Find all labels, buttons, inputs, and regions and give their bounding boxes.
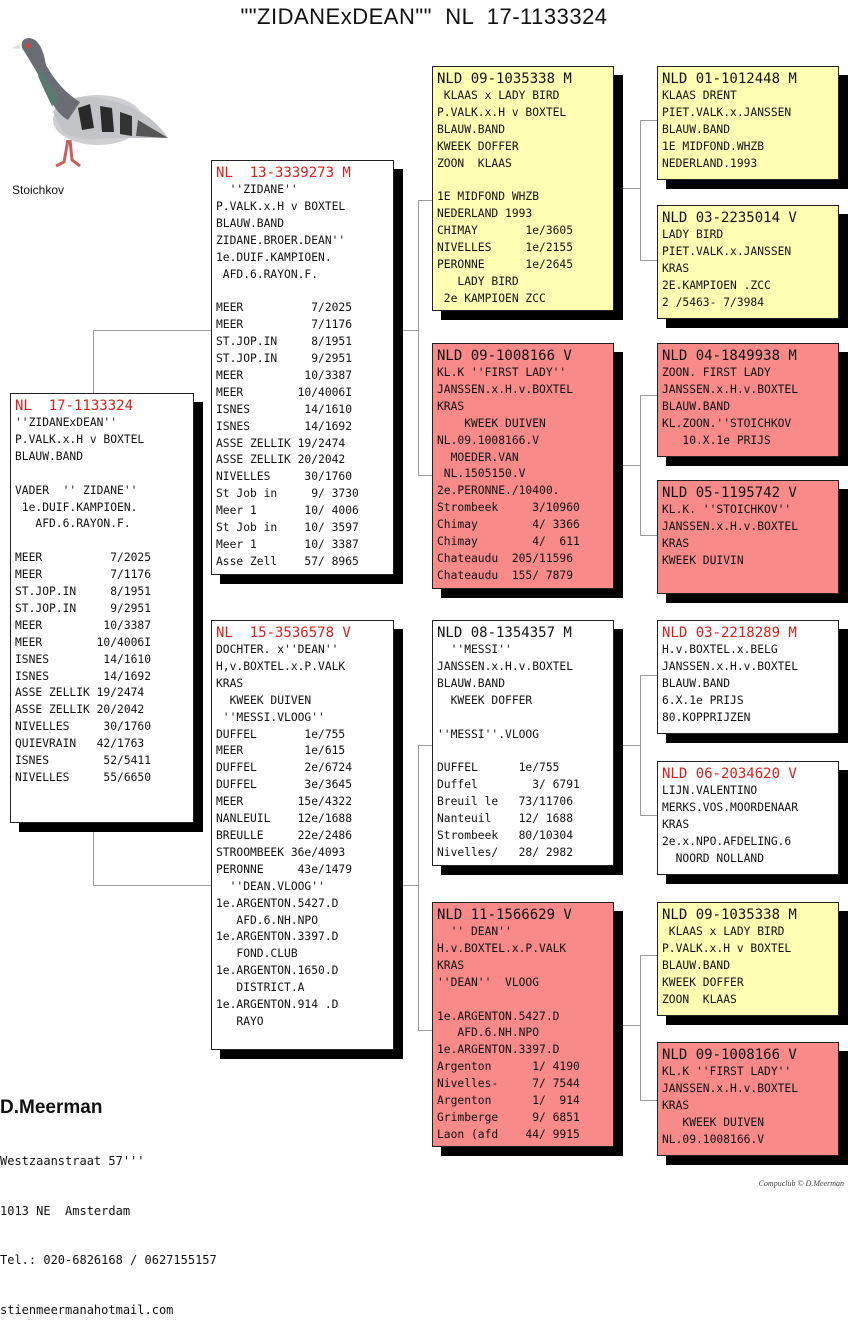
card-line: NIVELLES 30/1760 [216, 470, 353, 484]
card-line: Chimay 4/ 3366 [437, 518, 580, 532]
card-line: Chateaudu 155/ 7879 [437, 568, 574, 582]
card-line: KL.K ''FIRST LADY'' [437, 366, 567, 379]
ring-number: NL 17-1133324 [15, 398, 134, 414]
card-line: JANSSEN.x.H.v.BOXTEL [662, 1081, 799, 1095]
ring-number: NL 15-3536578 V [216, 625, 351, 641]
card-line: 1e.DUIF.KAMPIOEN. [216, 250, 332, 264]
card-line: BLAUW.BAND [662, 122, 731, 136]
card-line [15, 466, 189, 483]
card-line: BREULLE 22e/2486 [216, 828, 353, 842]
ring-number: NLD 09-1035338 M [662, 907, 797, 923]
card-line: KL.K. ''STOICHKOV'' [662, 503, 792, 516]
ring-number: NLD 06-2034620 V [662, 766, 797, 782]
connector-line [640, 675, 641, 815]
card-line: Chateaudu 205/11596 [437, 551, 574, 565]
card-line: KWEEK DOFFER [437, 139, 519, 153]
ring-number: NLD 05-1195742 V [662, 485, 797, 501]
card-line: ''ZIDANExDEAN'' [15, 416, 118, 429]
card-line: ''ZIDANE'' [216, 183, 298, 196]
card-line: MEER 10/4006I [216, 385, 353, 399]
card-line: Grimberge 9/ 6851 [437, 1110, 580, 1124]
card-line: NL.09.1008166.V [662, 1132, 765, 1146]
ring-number: NLD 04-1849938 M [662, 348, 797, 364]
card-line: KWEEK DOFFER [662, 975, 744, 989]
card-line: BLAUW.BAND [437, 676, 506, 690]
card-line: BLAUW.BAND [662, 676, 731, 690]
card-line: 2 /5463- 7/3984 [662, 295, 765, 309]
card-line: Strombeek 80/10304 [437, 828, 574, 842]
card-line: NOORD NOLLAND [662, 851, 765, 865]
ring-number: NLD 11-1566629 V [437, 907, 572, 923]
owner-email: stienmeermanahotmail.com [0, 1302, 174, 1317]
card-line: KL.K ''FIRST LADY'' [662, 1065, 792, 1078]
pigeon-photo [8, 20, 173, 170]
card-line: NIVELLES 55/6650 [15, 771, 152, 784]
card-line: ST.JOP.IN 8/1951 [15, 585, 152, 599]
credit: Compuclub © D.Meerman [758, 1179, 844, 1188]
card-line: NEDERLAND 1993 [437, 207, 533, 221]
owner-name: D.Meerman [0, 1097, 103, 1118]
card-line: KRAS [662, 536, 690, 550]
card-line: LADY BIRD [662, 228, 724, 241]
card-line: KRAS [216, 676, 244, 690]
card-line: KRAS [662, 1098, 690, 1112]
card-line: DISTRICT.A [216, 981, 305, 995]
card-line: KWEEK DUIVEN [216, 693, 312, 707]
card-line: 2E.KAMPIOEN .ZCC [662, 278, 771, 292]
card-line: NIVELLES 30/1760 [15, 720, 152, 734]
card-line: 1e.ARGENTON.5427.D [437, 1009, 560, 1023]
card-line: ISNES 14/1692 [216, 419, 353, 433]
card-line: ZOON KLAAS [437, 156, 512, 170]
card-line: PERONNE 1e/2645 [437, 258, 574, 272]
owner-address: Westzaanstraat 57''' [0, 1154, 145, 1168]
card-line [216, 283, 389, 300]
pedigree-card-dds [657, 902, 839, 1016]
ring-number: NLD 09-1008166 V [662, 1047, 797, 1063]
card-line [437, 710, 609, 727]
card-line: Breuil le 73/11706 [437, 795, 574, 809]
card-line: ST.JOP.IN 8/1951 [216, 335, 353, 349]
card-line: KLAAS x LADY BIRD [437, 89, 560, 102]
card-line: NL.09.1008166.V [437, 433, 540, 447]
card-line: BLAUW.BAND [662, 958, 731, 972]
card-line: MERKS.VOS.MOORDENAAR [662, 800, 799, 814]
connector-line [394, 330, 418, 331]
photo-caption: Stoichkov [12, 183, 65, 197]
card-line: QUIEVRAIN 42/1763 [15, 737, 145, 751]
connector-line [614, 1025, 640, 1026]
card-line: VADER '' ZIDANE'' [15, 483, 138, 497]
ring-number: NLD 03-2235014 V [662, 210, 797, 226]
connector-line [614, 188, 640, 189]
card-line: ''DEAN'' VLOOG [437, 975, 540, 989]
card-line: PERONNE 43e/1479 [216, 862, 353, 876]
card-line: MEER 10/3387 [216, 368, 353, 382]
connector-line [418, 200, 419, 475]
ring-number: NLD 08-1354357 M [437, 625, 572, 641]
connector-line [93, 885, 211, 886]
card-line [437, 992, 609, 1009]
card-line: DUFFEL 1e/755 [437, 761, 560, 775]
card-line: 1e.ARGENTON.5427.D [216, 896, 339, 910]
card-line: NL.1505150.V [437, 467, 526, 481]
card-line: 1e.ARGENTON.914 .D [216, 998, 339, 1012]
card-line: JANSSEN.x.H.v.BOXTEL [437, 382, 574, 396]
card-line: KWEEK DUIVEN [662, 1115, 765, 1129]
card-line: 2e.PERONNE./10400. [437, 484, 560, 498]
card-line: KRAS [437, 399, 465, 413]
card-line: St Job in 10/ 3597 [216, 521, 359, 535]
card-line: MEER 15e/4322 [216, 795, 353, 809]
card-line: ISNES 52/5411 [15, 754, 152, 768]
card-line: Laon (afd 44/ 9915 [437, 1127, 580, 1141]
connector-line [418, 1030, 433, 1031]
card-line [437, 173, 609, 190]
owner-phone: Tel.: 020-6826168 / 0627155157 [0, 1253, 217, 1267]
connector-line [93, 822, 94, 885]
ring-number: NLD 01-1012448 M [662, 71, 797, 87]
card-line: St Job in 9/ 3730 [216, 487, 359, 501]
card-line: AFD.6.NH.NPO [216, 913, 319, 927]
connector-line [640, 260, 658, 261]
card-line: JANSSEN.x.H.v.BOXTEL [662, 382, 799, 396]
connector-line [640, 955, 641, 1100]
connector-line [640, 1100, 658, 1101]
card-line: ISNES 14/1692 [15, 669, 152, 683]
page-title: ""ZIDANExDEAN"" NL 17-1133324 [240, 4, 608, 29]
card-line: PIET.VALK.x.JANSSEN [662, 244, 792, 258]
card-line: BLAUW.BAND [437, 122, 506, 136]
owner-city: 1013 NE Amsterdam [0, 1203, 131, 1218]
card-line: KWEEK DOFFER [437, 693, 533, 707]
connector-line [614, 465, 640, 466]
card-line: BLAUW.BAND [216, 216, 285, 230]
connector-line [640, 535, 658, 536]
card-line: ZOON. FIRST LADY [662, 366, 771, 379]
pedigree-card-sire-dam [432, 343, 614, 589]
card-line [437, 743, 609, 760]
card-line: ASSE ZELLIK 20/2042 [216, 453, 346, 467]
card-line: ASSE ZELLIK 19/2474 [15, 686, 145, 700]
card-line: LIJN.VALENTINO [662, 784, 758, 797]
card-line: 1e.ARGENTON.1650.D [216, 964, 339, 978]
card-line: JANSSEN.x.H.v.BOXTEL [437, 659, 574, 673]
card-line: DOCHTER. x''DEAN'' [216, 643, 339, 656]
card-line: STROOMBEEK 36e/4093 [216, 845, 346, 859]
card-line: BLAUW.BAND [15, 449, 84, 463]
connector-line [418, 745, 433, 746]
pedigree-card-sire-sire [432, 66, 614, 311]
card-line: ASSE ZELLIK 19/2474 [216, 436, 346, 450]
card-line: DUFFEL 1e/755 [216, 727, 346, 741]
card-line: KLAAS DRENT [662, 89, 737, 102]
card-line: P.VALK.x.H v BOXTEL [15, 432, 145, 446]
connector-line [418, 745, 419, 1030]
card-line: ''MESSI''.VLOOG [437, 727, 540, 741]
card-line: Chimay 4/ 611 [437, 535, 580, 549]
card-line: 1e.ARGENTON.3397.D [437, 1043, 560, 1057]
card-line: MEER 7/1176 [216, 318, 353, 332]
card-line: P.VALK.x.H v BOXTEL [662, 941, 792, 955]
card-line: KWEEK DUIVEN [437, 416, 546, 430]
pedigree-card-dss [657, 620, 839, 734]
card-line: Argenton 1/ 4190 [437, 1060, 580, 1074]
card-line: NIVELLES 1e/2155 [437, 241, 574, 255]
owner-block [0, 1063, 217, 1335]
card-line: 10.X.1e PRIJS [662, 433, 771, 447]
card-line: MEER 7/1176 [15, 568, 152, 582]
connector-line [394, 885, 418, 886]
connector-line [640, 955, 658, 956]
card-line: DUFFEL 2e/6724 [216, 761, 353, 775]
card-line: MEER 7/2025 [216, 301, 353, 315]
pedigree-card-dam-sire [432, 620, 614, 866]
connector-line [614, 745, 640, 746]
pedigree-card-dam [211, 620, 394, 1050]
card-line: KL.ZOON.''STOICHKOV [662, 416, 792, 430]
card-line: 80.KOPPRIJZEN [662, 710, 751, 724]
card-line: ''DEAN.VLOOG'' [216, 879, 325, 893]
pedigree-card-dam-dam [432, 902, 614, 1147]
card-line: 2e KAMPIOEN ZCC [437, 291, 546, 305]
card-line: ST.JOP.IN 9/2951 [15, 601, 152, 615]
pedigree-card-sire [211, 160, 394, 575]
card-line: H.v.BOXTEL.x.BELG [662, 643, 778, 656]
card-line: Asse Zell 57/ 8965 [216, 554, 359, 568]
connector-line [640, 120, 658, 121]
card-line: JANSSEN.x.H.v.BOXTEL [662, 659, 799, 673]
card-line: KRAS [662, 817, 690, 831]
card-line: ISNES 14/1610 [15, 652, 152, 666]
ring-number: NLD 03-2218289 M [662, 625, 797, 641]
pedigree-card-sdd [657, 480, 839, 594]
pedigree-card-subject [10, 393, 194, 823]
pedigree-card-sss [657, 66, 839, 180]
card-line: Argenton 1/ 914 [437, 1094, 580, 1108]
card-line: PIET.VALK.x.JANSSEN [662, 105, 792, 119]
ring-number: NL 13-3339273 M [216, 165, 351, 181]
card-line: '' DEAN'' [437, 925, 512, 938]
card-line: MEER 1e/615 [216, 744, 346, 758]
card-line: AFD.6.RAYON.F. [15, 517, 131, 531]
pedigree-card-sds [657, 343, 839, 457]
card-line: DUFFEL 3e/3645 [216, 778, 353, 792]
pedigree-card-dsd [657, 761, 839, 875]
connector-line [93, 330, 211, 331]
card-line: ASSE ZELLIK 20/2042 [15, 703, 145, 717]
card-line: ''MESSI.VLOOG'' [216, 710, 325, 724]
connector-line [640, 395, 641, 535]
card-line: Duffel 3/ 6791 [437, 778, 580, 792]
card-line: MEER 7/2025 [15, 551, 152, 565]
card-line: KRAS [662, 261, 690, 275]
card-line: KLAAS x LADY BIRD [662, 925, 785, 938]
card-line: 6.X.1e PRIJS [662, 693, 744, 707]
card-line: Nivelles/ 28/ 2982 [437, 845, 574, 859]
card-line: Nanteuil 12/ 1688 [437, 812, 574, 826]
card-line: ZOON KLAAS [662, 992, 737, 1006]
card-line: ZIDANE.BROER.DEAN'' [216, 233, 346, 247]
card-line: BLAUW.BAND [662, 399, 731, 413]
card-line: MOEDER.VAN [437, 450, 519, 464]
card-line: H.v.BOXTEL.x.P.VALK [437, 941, 567, 955]
card-line: H,v.BOXTEL.x.P.VALK [216, 659, 346, 673]
card-line [15, 533, 189, 550]
card-line: AFD.6.NH.NPO [437, 1026, 540, 1040]
card-line: NANLEUIL 12e/1688 [216, 812, 353, 826]
pedigree-card-ddd [657, 1042, 839, 1156]
card-line: P.VALK.x.H v BOXTEL [437, 105, 567, 119]
card-line: 2e.x.NPO.AFDELING.6 [662, 834, 792, 848]
card-line: LADY BIRD [437, 274, 519, 288]
connector-line [640, 120, 641, 260]
card-line: JANSSEN.x.H.v.BOXTEL [662, 519, 799, 533]
card-line: RAYO [216, 1014, 264, 1028]
card-line: 1E MIDFOND WHZB [437, 190, 540, 204]
card-line: Meer 1 10/ 4006 [216, 504, 359, 518]
card-line: AFD.6.RAYON.F. [216, 267, 319, 281]
card-line: ISNES 14/1610 [216, 402, 353, 416]
connector-line [640, 675, 658, 676]
pedigree-card-ssd [657, 205, 839, 319]
card-line: MEER 10/4006I [15, 635, 152, 649]
card-line: Strombeek 3/10960 [437, 501, 580, 515]
ring-number: NLD 09-1035338 M [437, 71, 572, 87]
card-line: KRAS [437, 958, 465, 972]
card-line: Nivelles- 7/ 7544 [437, 1077, 580, 1091]
card-line: 1e.DUIF.KAMPIOEN. [15, 500, 138, 514]
card-line: 1E MIDFOND.WHZB [662, 139, 765, 153]
card-line: Meer 1 10/ 3387 [216, 538, 359, 552]
connector-line [93, 330, 94, 396]
connector-line [418, 200, 433, 201]
connector-line [418, 475, 433, 476]
card-line: 1e.ARGENTON.3397.D [216, 930, 339, 944]
ring-number: NLD 09-1008166 V [437, 348, 572, 364]
card-line: ''MESSI'' [437, 643, 512, 656]
card-line: NEDERLAND.1993 [662, 156, 758, 170]
connector-line [640, 815, 658, 816]
card-line: FOND.CLUB [216, 947, 298, 961]
card-line: CHIMAY 1e/3605 [437, 224, 574, 238]
card-line: KWEEK DUIVIN [662, 553, 744, 567]
card-line: ST.JOP.IN 9/2951 [216, 352, 353, 366]
connector-line [640, 395, 658, 396]
card-line: MEER 10/3387 [15, 618, 152, 632]
card-line: P.VALK.x.H v BOXTEL [216, 199, 346, 213]
